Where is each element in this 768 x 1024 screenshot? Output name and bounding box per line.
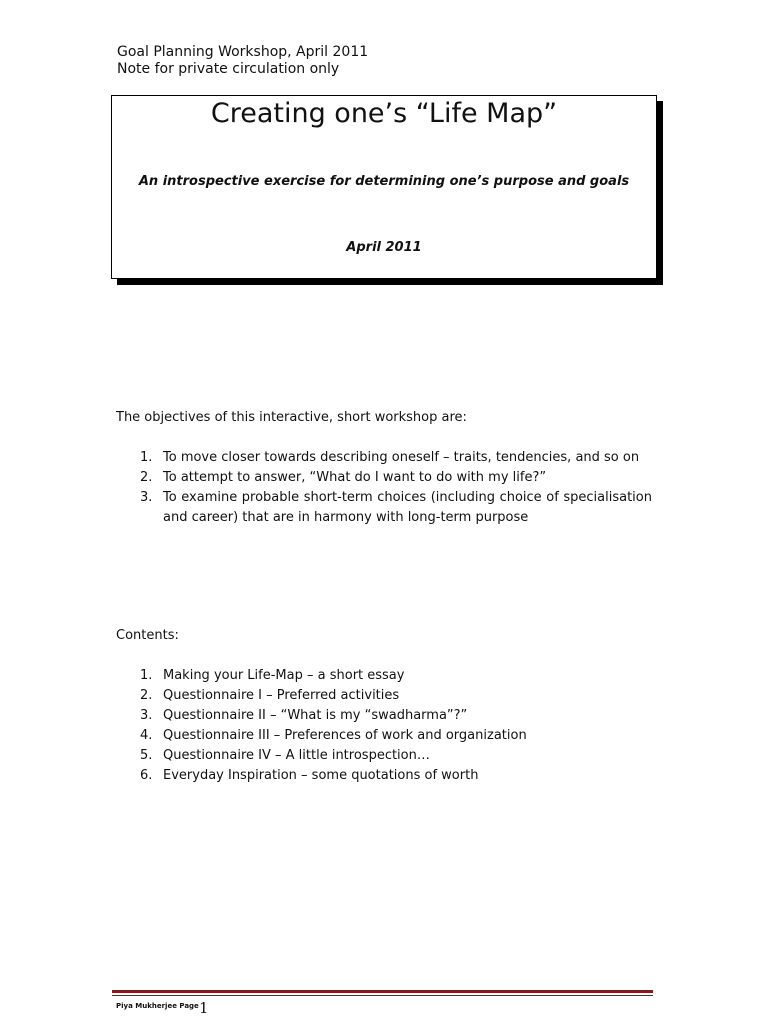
contents-item xyxy=(116,666,652,686)
footer-rule-thick xyxy=(112,990,653,993)
title-box xyxy=(111,95,657,279)
header-line-circulation: Note for private circulation only xyxy=(117,61,340,77)
list-text: Questionnaire III – Preferences of work and organization xyxy=(163,728,527,743)
list-number: 2. xyxy=(140,470,153,485)
list-number: 6. xyxy=(140,768,153,783)
contents-item xyxy=(116,706,652,726)
contents-list xyxy=(116,666,652,786)
footer-page-number: 1 xyxy=(199,999,209,1017)
list-number: 3. xyxy=(140,490,153,505)
list-text: To move closer towards describing oneself – traits, tendencies, and so on xyxy=(163,450,640,465)
list-number: 1. xyxy=(140,668,153,683)
list-text: To attempt to answer, “What do I want to do with my life?” xyxy=(163,470,547,485)
contents-item xyxy=(116,726,652,746)
list-number: 2. xyxy=(140,688,153,703)
list-text: To examine probable short-term choices (including choice of specialisation and career) that are in harmony with long-term purpose xyxy=(163,490,652,525)
footer-author: Piya Mukherjee Page xyxy=(116,1002,199,1010)
list-text: Everyday Inspiration – some quotations of worth xyxy=(163,768,479,783)
contents-item xyxy=(116,766,652,786)
footer-rule-thin xyxy=(112,995,653,996)
objective-item xyxy=(116,448,652,468)
objective-item xyxy=(116,488,652,528)
contents-item xyxy=(116,746,652,766)
objectives-list xyxy=(116,448,652,528)
list-number: 5. xyxy=(140,748,153,763)
objectives-intro: The objectives of this interactive, short workshop are: xyxy=(116,410,467,425)
document-date: April 2011 xyxy=(346,240,422,255)
objective-item xyxy=(116,468,652,488)
document-subtitle: An introspective exercise for determining one’s purpose and goals xyxy=(138,174,630,189)
header-line-workshop: Goal Planning Workshop, April 2011 xyxy=(117,44,369,60)
list-text: Questionnaire II – “What is my “swadharma”?” xyxy=(163,708,468,723)
document-title: Creating one’s “Life Map” xyxy=(210,98,558,129)
list-text: Making your Life-Map – a short essay xyxy=(163,668,405,683)
list-text: Questionnaire I – Preferred activities xyxy=(163,688,400,703)
list-number: 4. xyxy=(140,728,153,743)
list-number: 3. xyxy=(140,708,153,723)
list-number: 1. xyxy=(140,450,153,465)
contents-item xyxy=(116,686,652,706)
contents-intro: Contents: xyxy=(116,628,179,643)
list-text: Questionnaire IV – A little introspection… xyxy=(163,748,430,763)
document-header xyxy=(117,44,368,78)
